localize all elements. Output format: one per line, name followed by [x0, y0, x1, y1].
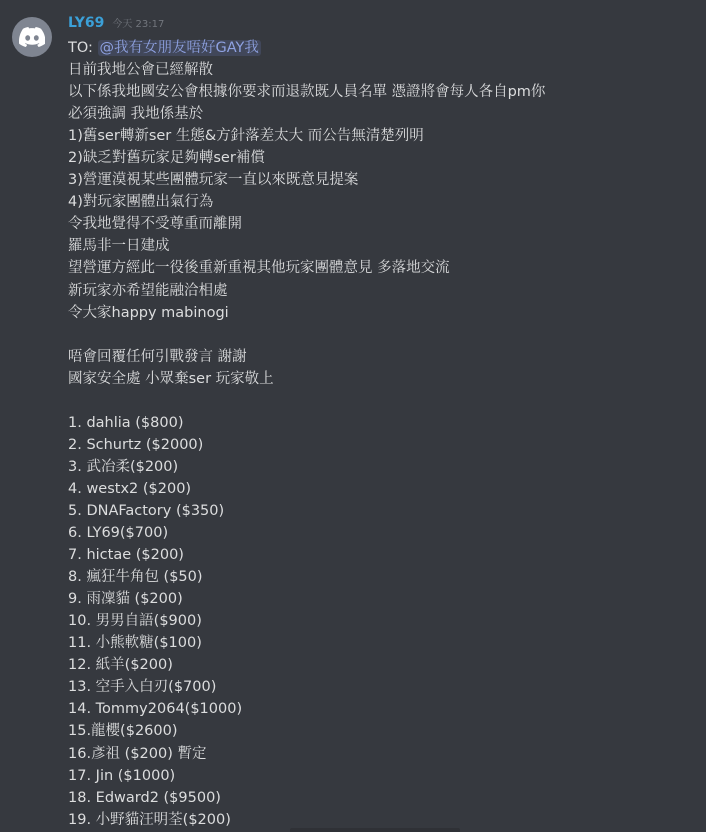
- list-item: 2. Schurtz ($2000): [68, 436, 204, 453]
- refund-list: [68, 412, 698, 831]
- message-line: 令我地覺得不受尊重而離開: [68, 216, 242, 233]
- message-header: [68, 15, 164, 35]
- list-item: 14. Tommy2064($1000): [68, 701, 243, 718]
- list-item: 9. 雨凜貓 ($200): [68, 591, 183, 608]
- message-line: 國家安全處 小眾棄ser 玩家敬上: [68, 370, 274, 387]
- user-mention[interactable]: @我有女朋友唔好GAY我: [99, 40, 259, 56]
- message-line: 日前我地公會已經解散: [68, 62, 213, 79]
- message-line: 唔會回覆任何引戰發言 謝謝: [68, 348, 247, 365]
- message-content: [68, 37, 698, 831]
- discord-logo-icon: [19, 27, 45, 47]
- list-item: 19. 小野貓汪明荃($200): [68, 811, 231, 828]
- blank-line: [68, 390, 698, 412]
- list-item: 5. DNAFactory ($350): [68, 502, 225, 519]
- list-item: 3. 武冶柔($200): [68, 458, 179, 475]
- message-closing: [68, 346, 698, 390]
- list-item: 11. 小熊軟糖($100): [68, 635, 202, 652]
- to-line: [68, 37, 698, 59]
- message-line: 2)缺乏對舊玩家足夠轉ser補償: [68, 150, 265, 167]
- blank-line: [68, 324, 698, 346]
- list-item: 13. 空手入白刃($700): [68, 679, 217, 696]
- message-line: 必須強調 我地係基於: [68, 106, 204, 123]
- message-line: 新玩家亦希望能融洽相處: [68, 282, 228, 299]
- list-item: 10. 男男自語($900): [68, 613, 202, 630]
- list-item: 6. LY69($700): [68, 525, 169, 542]
- message-line: 羅馬非一日建成: [68, 238, 170, 255]
- message-body: [68, 59, 698, 324]
- list-item: 1. dahlia ($800): [68, 414, 184, 431]
- list-item: 7. hictae ($200): [68, 547, 184, 564]
- list-item: 15.龍櫻($2600): [68, 723, 178, 740]
- message-line: 4)對玩家團體出氣行為: [68, 194, 214, 211]
- message-line: 望營運方經此一役後重新重視其他玩家團體意見 多落地交流: [68, 260, 450, 277]
- list-item: 17. Jin ($1000): [68, 767, 176, 784]
- username[interactable]: LY69: [68, 15, 105, 31]
- list-item: 8. 瘋狂牛角包 ($50): [68, 569, 203, 586]
- list-item: 16.彥祖 ($200) 暫定: [68, 745, 207, 762]
- message-line: 1)舊ser轉新ser 生態&方針落差太大 而公告無清楚列明: [68, 128, 424, 145]
- to-prefix: TO:: [68, 40, 98, 56]
- list-item: 4. westx2 ($200): [68, 480, 192, 497]
- message-line: 以下係我地國安公會根據你要求而退款既人員名單 憑證將會每人各自pm你: [68, 84, 546, 101]
- list-item: 18. Edward2 ($9500): [68, 789, 221, 806]
- message-line: 令大家happy mabinogi: [68, 304, 229, 321]
- avatar[interactable]: [12, 17, 52, 57]
- timestamp: 今天 23:17: [112, 19, 165, 30]
- list-item: 12. 紙羊($200): [68, 657, 173, 674]
- divider: [290, 828, 460, 832]
- message-line: 3)營運漠視某些團體玩家一直以來既意見提案: [68, 172, 359, 189]
